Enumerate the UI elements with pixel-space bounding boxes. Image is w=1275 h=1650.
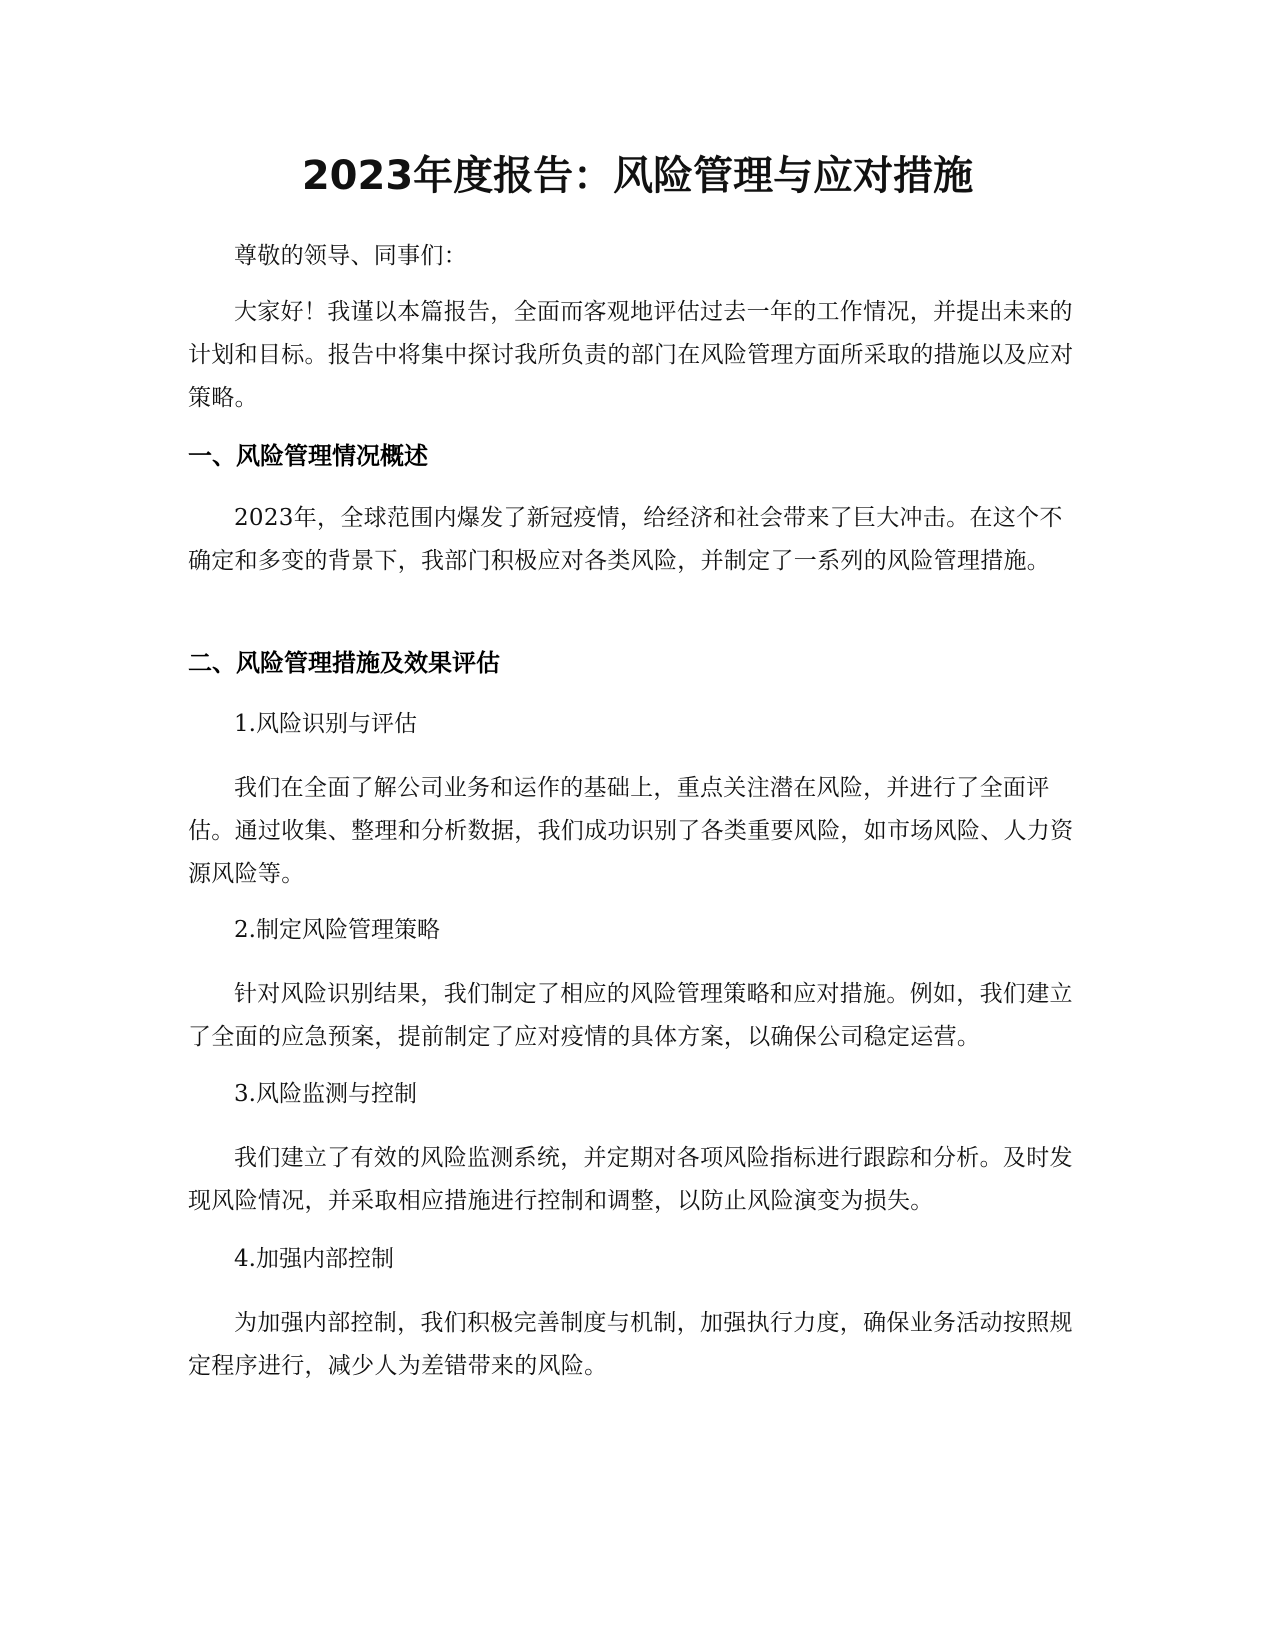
section-1-heading: 一、风险管理情况概述 <box>188 442 428 470</box>
item-2-title: 2.制定风险管理策略 <box>234 917 440 943</box>
item-3-body: 我们建立了有效的风险监测系统，并定期对各项风险指标进行跟踪和分析。及时发现风险情况，并采取相应措施进行控制和调整，以防止风险演变为损失。 <box>188 1145 1073 1214</box>
section-2-heading: 二、风险管理措施及效果评估 <box>188 649 500 677</box>
item-3-title: 3.风险监测与控制 <box>234 1081 417 1107</box>
item-4-title: 4.加强内部控制 <box>234 1246 394 1272</box>
document-title: 2023年度报告：风险管理与应对措施 <box>301 153 974 199</box>
item-1-title: 1.风险识别与评估 <box>234 711 417 737</box>
section-1-body: 2023年，全球范围内爆发了新冠疫情，给经济和社会带来了巨大冲击。在这个不确定和多变的背景下，我部门积极应对各类风险，并制定了一系列的风险管理措施。 <box>188 505 1063 574</box>
item-1-body: 我们在全面了解公司业务和运作的基础上，重点关注潜在风险，并进行了全面评估。通过收集、整理和分析数据，我们成功识别了各类重要风险，如市场风险、人力资源风险等。 <box>188 775 1074 887</box>
intro-paragraph: 大家好！我谨以本篇报告，全面而客观地评估过去一年的工作情况，并提出未来的计划和目标。报告中将集中探讨我所负责的部门在风险管理方面所采取的措施以及应对策略。 <box>188 299 1074 411</box>
item-4-body: 为加强内部控制，我们积极完善制度与机制，加强执行力度，确保业务活动按照规定程序进行，减少人为差错带来的风险。 <box>188 1310 1073 1379</box>
item-2-body: 针对风险识别结果，我们制定了相应的风险管理策略和应对措施。例如，我们建立了全面的应急预案，提前制定了应对疫情的具体方案，以确保公司稳定运营。 <box>188 981 1073 1050</box>
salutation: 尊敬的领导、同事们： <box>234 243 467 269</box>
